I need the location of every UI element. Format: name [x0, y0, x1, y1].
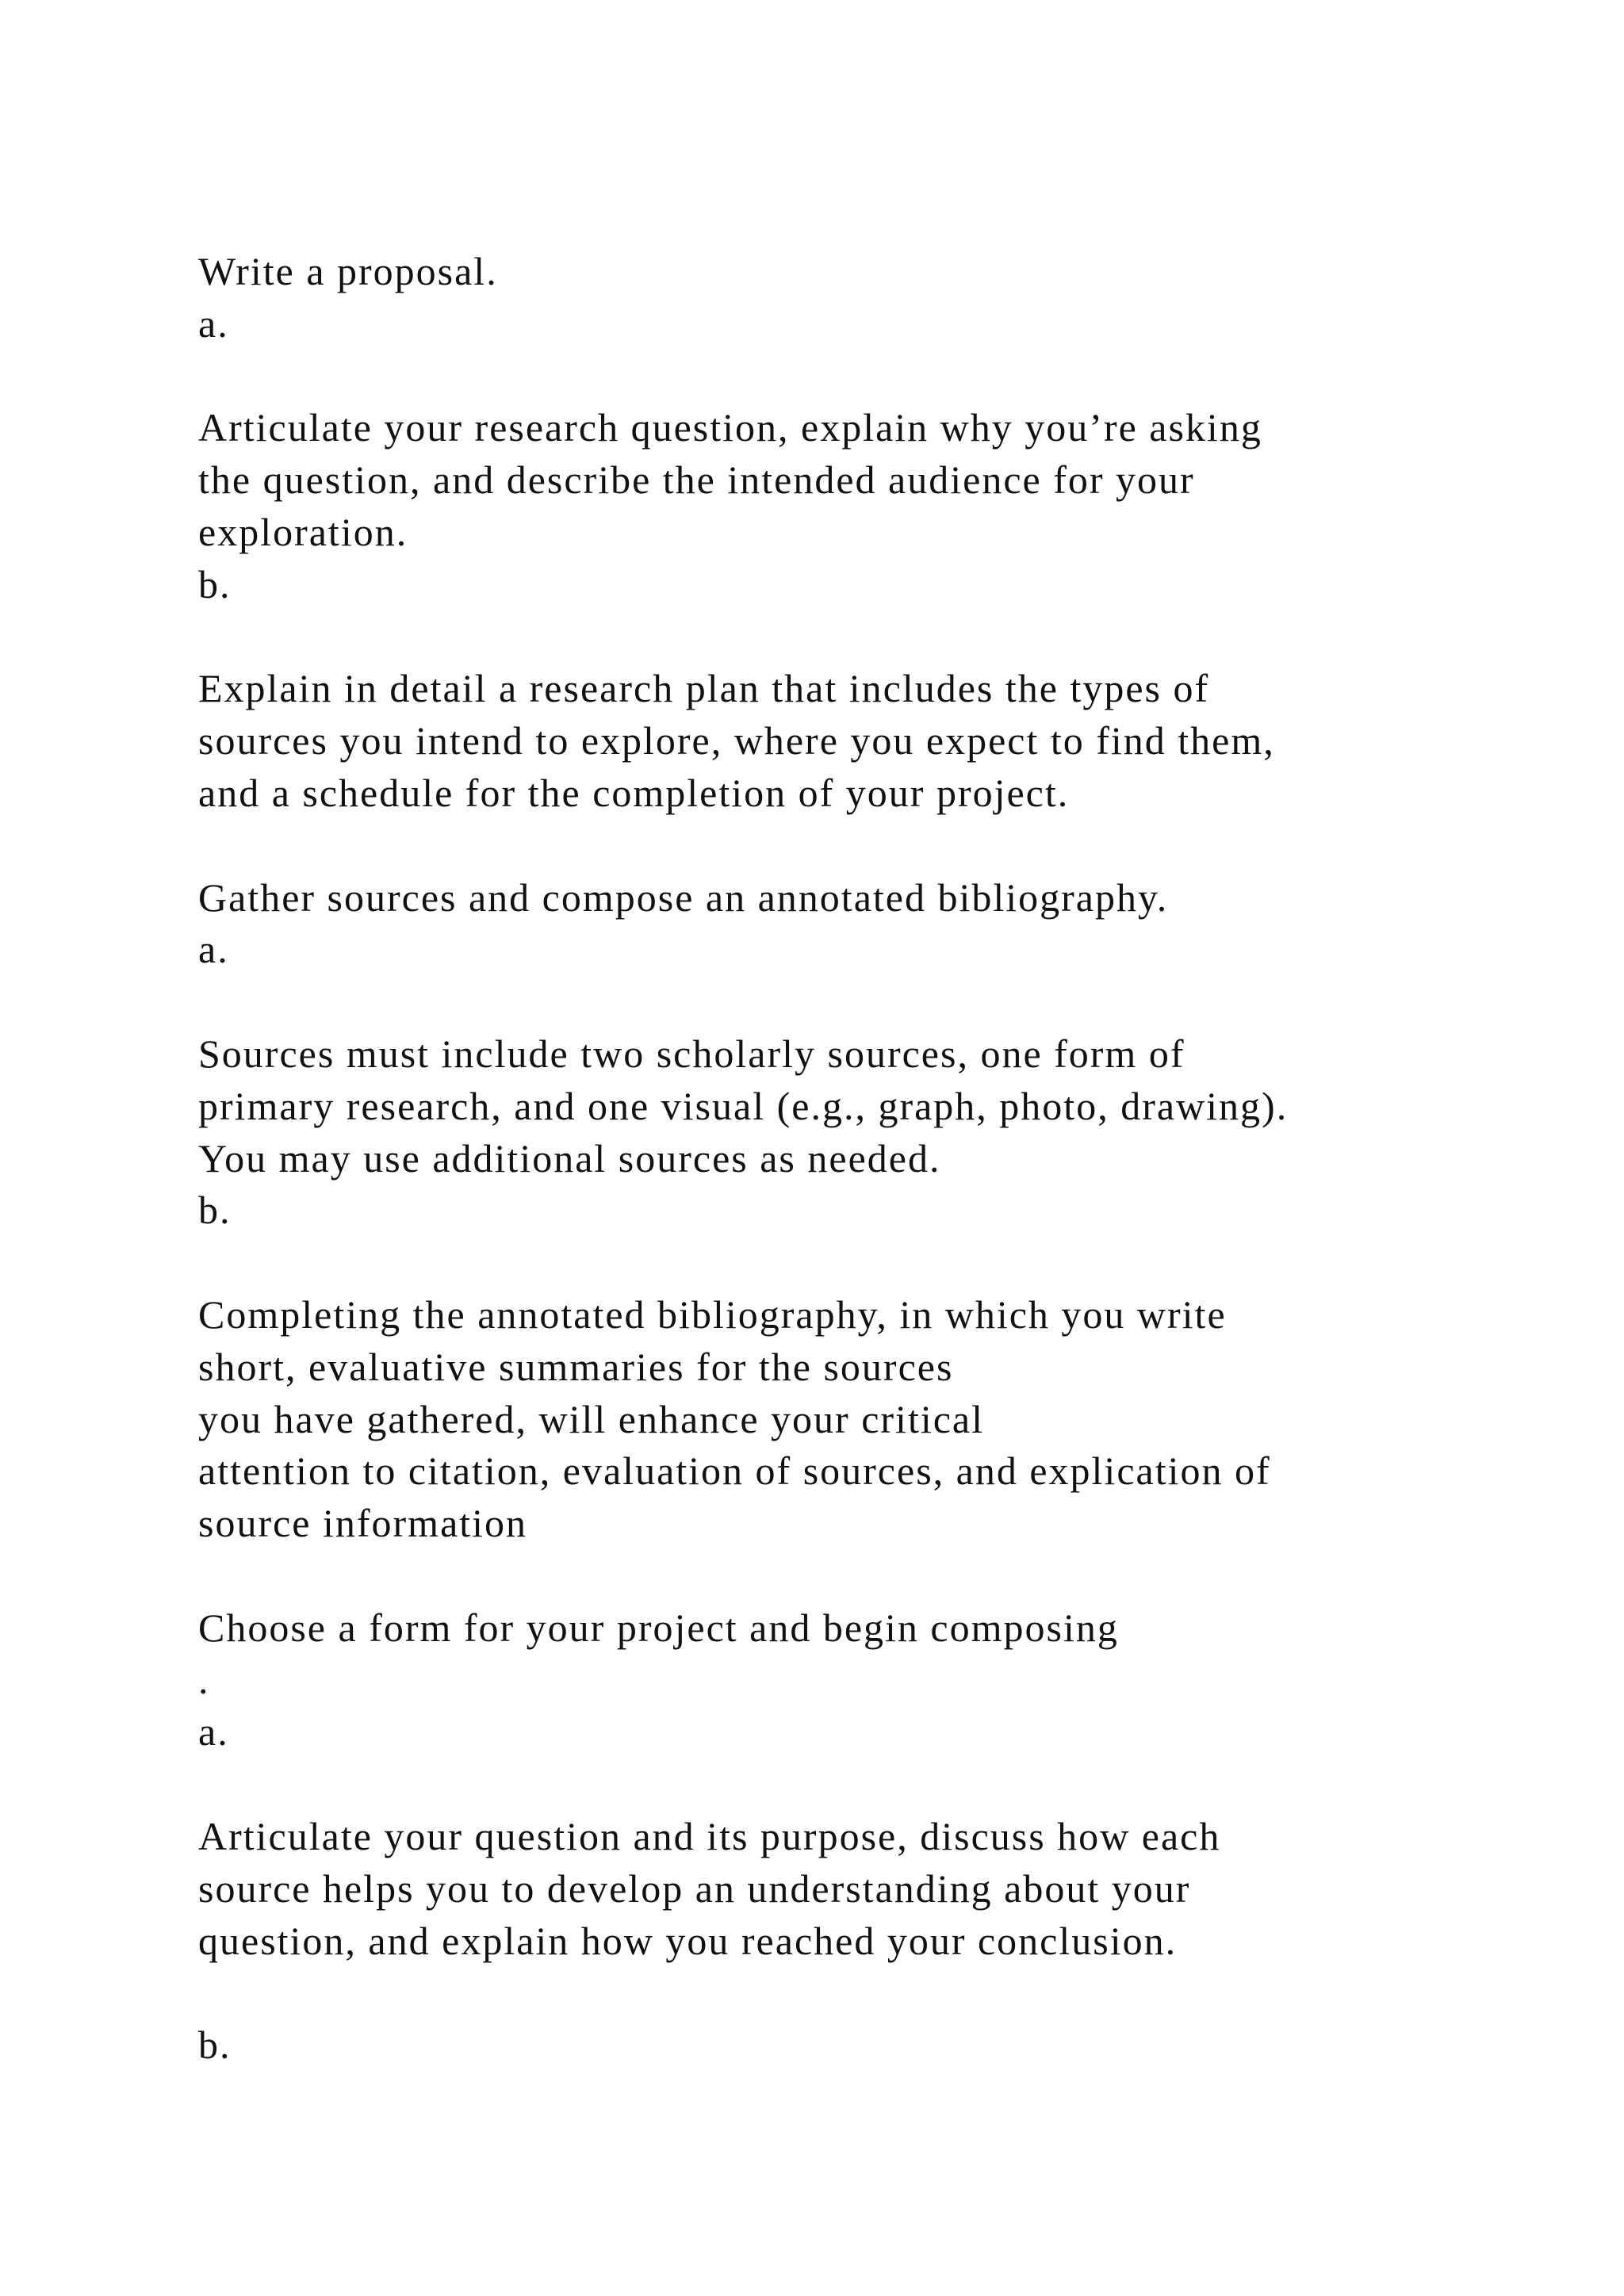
- blank-line: [198, 1758, 1562, 1811]
- blank-line: [198, 611, 1562, 664]
- text-line: exploration.: [198, 509, 408, 554]
- text-line: source information: [198, 1501, 528, 1546]
- text-line: Choose a form for your project and begin composing: [198, 1605, 1119, 1650]
- text-line: source helps you to develop an understanding about your: [198, 1866, 1191, 1911]
- text-line: b.: [198, 561, 232, 607]
- text-line: Articulate your research question, explain why you’re asking: [198, 405, 1262, 450]
- text-line: a.: [198, 927, 229, 972]
- text-line: .: [198, 1657, 210, 1702]
- text-line: b.: [198, 1188, 232, 1233]
- text-line: Gather sources and compose an annotated bibliography.: [198, 874, 1169, 920]
- text-line: Articulate your question and its purpose, discuss how each: [198, 1813, 1221, 1858]
- text-line: question, and explain how you reached your conclusion.: [198, 1918, 1178, 1963]
- text-line: the question, and describe the intended audience for your: [198, 457, 1195, 503]
- blank-line: [198, 820, 1562, 872]
- blank-line: [198, 350, 1562, 403]
- text-line: Write a proposal.: [198, 249, 498, 293]
- text-line: Sources must include two scholarly sources, one form of: [198, 1031, 1185, 1076]
- text-line: you have gathered, will enhance your critical: [198, 1396, 985, 1441]
- text-line: Completing the annotated bibliography, in which you write: [198, 1292, 1227, 1337]
- text-line: b.: [198, 2022, 232, 2068]
- text-line: a.: [198, 300, 229, 346]
- blank-line: [198, 1237, 1562, 1289]
- document-body: [198, 246, 1562, 2072]
- text-line: primary research, and one visual (e.g., graph, photo, drawing).: [198, 1083, 1289, 1128]
- blank-line: [198, 1967, 1562, 2019]
- blank-line: [198, 1550, 1562, 1602]
- text-line: attention to citation, evaluation of sources, and explication of: [198, 1448, 1271, 1494]
- text-line: Explain in detail a research plan that includes the types of: [198, 666, 1210, 711]
- text-line: and a schedule for the completion of your project.: [198, 770, 1070, 815]
- text-line: a.: [198, 1709, 229, 1755]
- text-line: short, evaluative summaries for the sources: [198, 1344, 954, 1389]
- text-line: You may use additional sources as needed.: [198, 1135, 941, 1181]
- blank-line: [198, 976, 1562, 1028]
- text-line: sources you intend to explore, where you expect to find them,: [198, 718, 1275, 763]
